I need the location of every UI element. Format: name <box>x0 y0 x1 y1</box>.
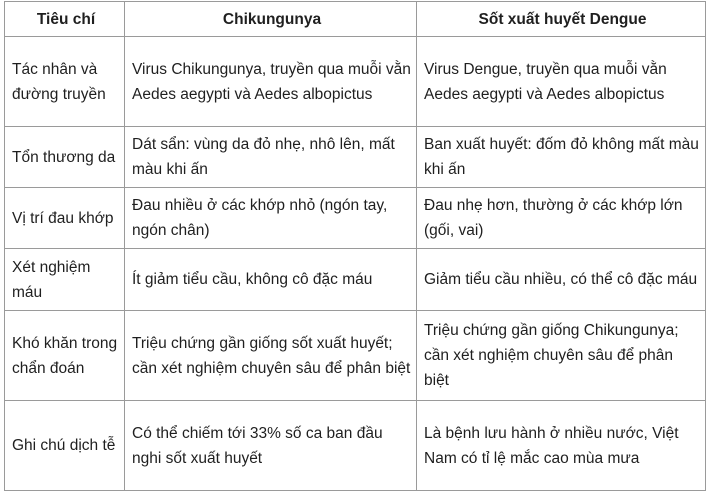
criterion-cell: Tổn thương da <box>5 127 125 188</box>
table-row <box>5 249 706 311</box>
criterion-cell: Xét nghiệm máu <box>5 249 125 311</box>
comparison-table <box>4 1 706 491</box>
chikungunya-cell: Dát sẩn: vùng da đỏ nhẹ, nhô lên, mất màu khi ấn <box>125 127 417 188</box>
table-row <box>5 37 706 127</box>
header-chikungunya: Chikungunya <box>125 2 417 37</box>
criterion-cell: Khó khăn trong chẩn đoán <box>5 311 125 401</box>
chikungunya-cell: Đau nhiều ở các khớp nhỏ (ngón tay, ngón chân) <box>125 188 417 249</box>
dengue-cell: Ban xuất huyết: đốm đỏ không mất màu khi ấn <box>417 127 706 188</box>
table-row <box>5 188 706 249</box>
criterion-cell: Ghi chú dịch tễ <box>5 401 125 491</box>
table-row <box>5 311 706 401</box>
chikungunya-cell: Có thể chiếm tới 33% số ca ban đầu nghi sốt xuất huyết <box>125 401 417 491</box>
chikungunya-cell: Ít giảm tiểu cầu, không cô đặc máu <box>125 249 417 311</box>
table-header-row <box>5 2 706 37</box>
header-dengue: Sốt xuất huyết Dengue <box>417 2 706 37</box>
criterion-cell: Vị trí đau khớp <box>5 188 125 249</box>
dengue-cell: Là bệnh lưu hành ở nhiều nước, Việt Nam có tỉ lệ mắc cao mùa mưa <box>417 401 706 491</box>
chikungunya-cell: Triệu chứng gần giống sốt xuất huyết; cần xét nghiệm chuyên sâu để phân biệt <box>125 311 417 401</box>
header-criterion: Tiêu chí <box>5 2 125 37</box>
dengue-cell: Giảm tiểu cầu nhiều, có thể cô đặc máu <box>417 249 706 311</box>
dengue-cell: Virus Dengue, truyền qua muỗi vằn Aedes aegypti và Aedes albopictus <box>417 37 706 127</box>
dengue-cell: Đau nhẹ hơn, thường ở các khớp lớn (gối, vai) <box>417 188 706 249</box>
table-row <box>5 127 706 188</box>
chikungunya-cell: Virus Chikungunya, truyền qua muỗi vằn Aedes aegypti và Aedes albopictus <box>125 37 417 127</box>
criterion-cell: Tác nhân và đường truyền <box>5 37 125 127</box>
table-row <box>5 401 706 491</box>
dengue-cell: Triệu chứng gần giống Chikungunya; cần xét nghiệm chuyên sâu để phân biệt <box>417 311 706 401</box>
